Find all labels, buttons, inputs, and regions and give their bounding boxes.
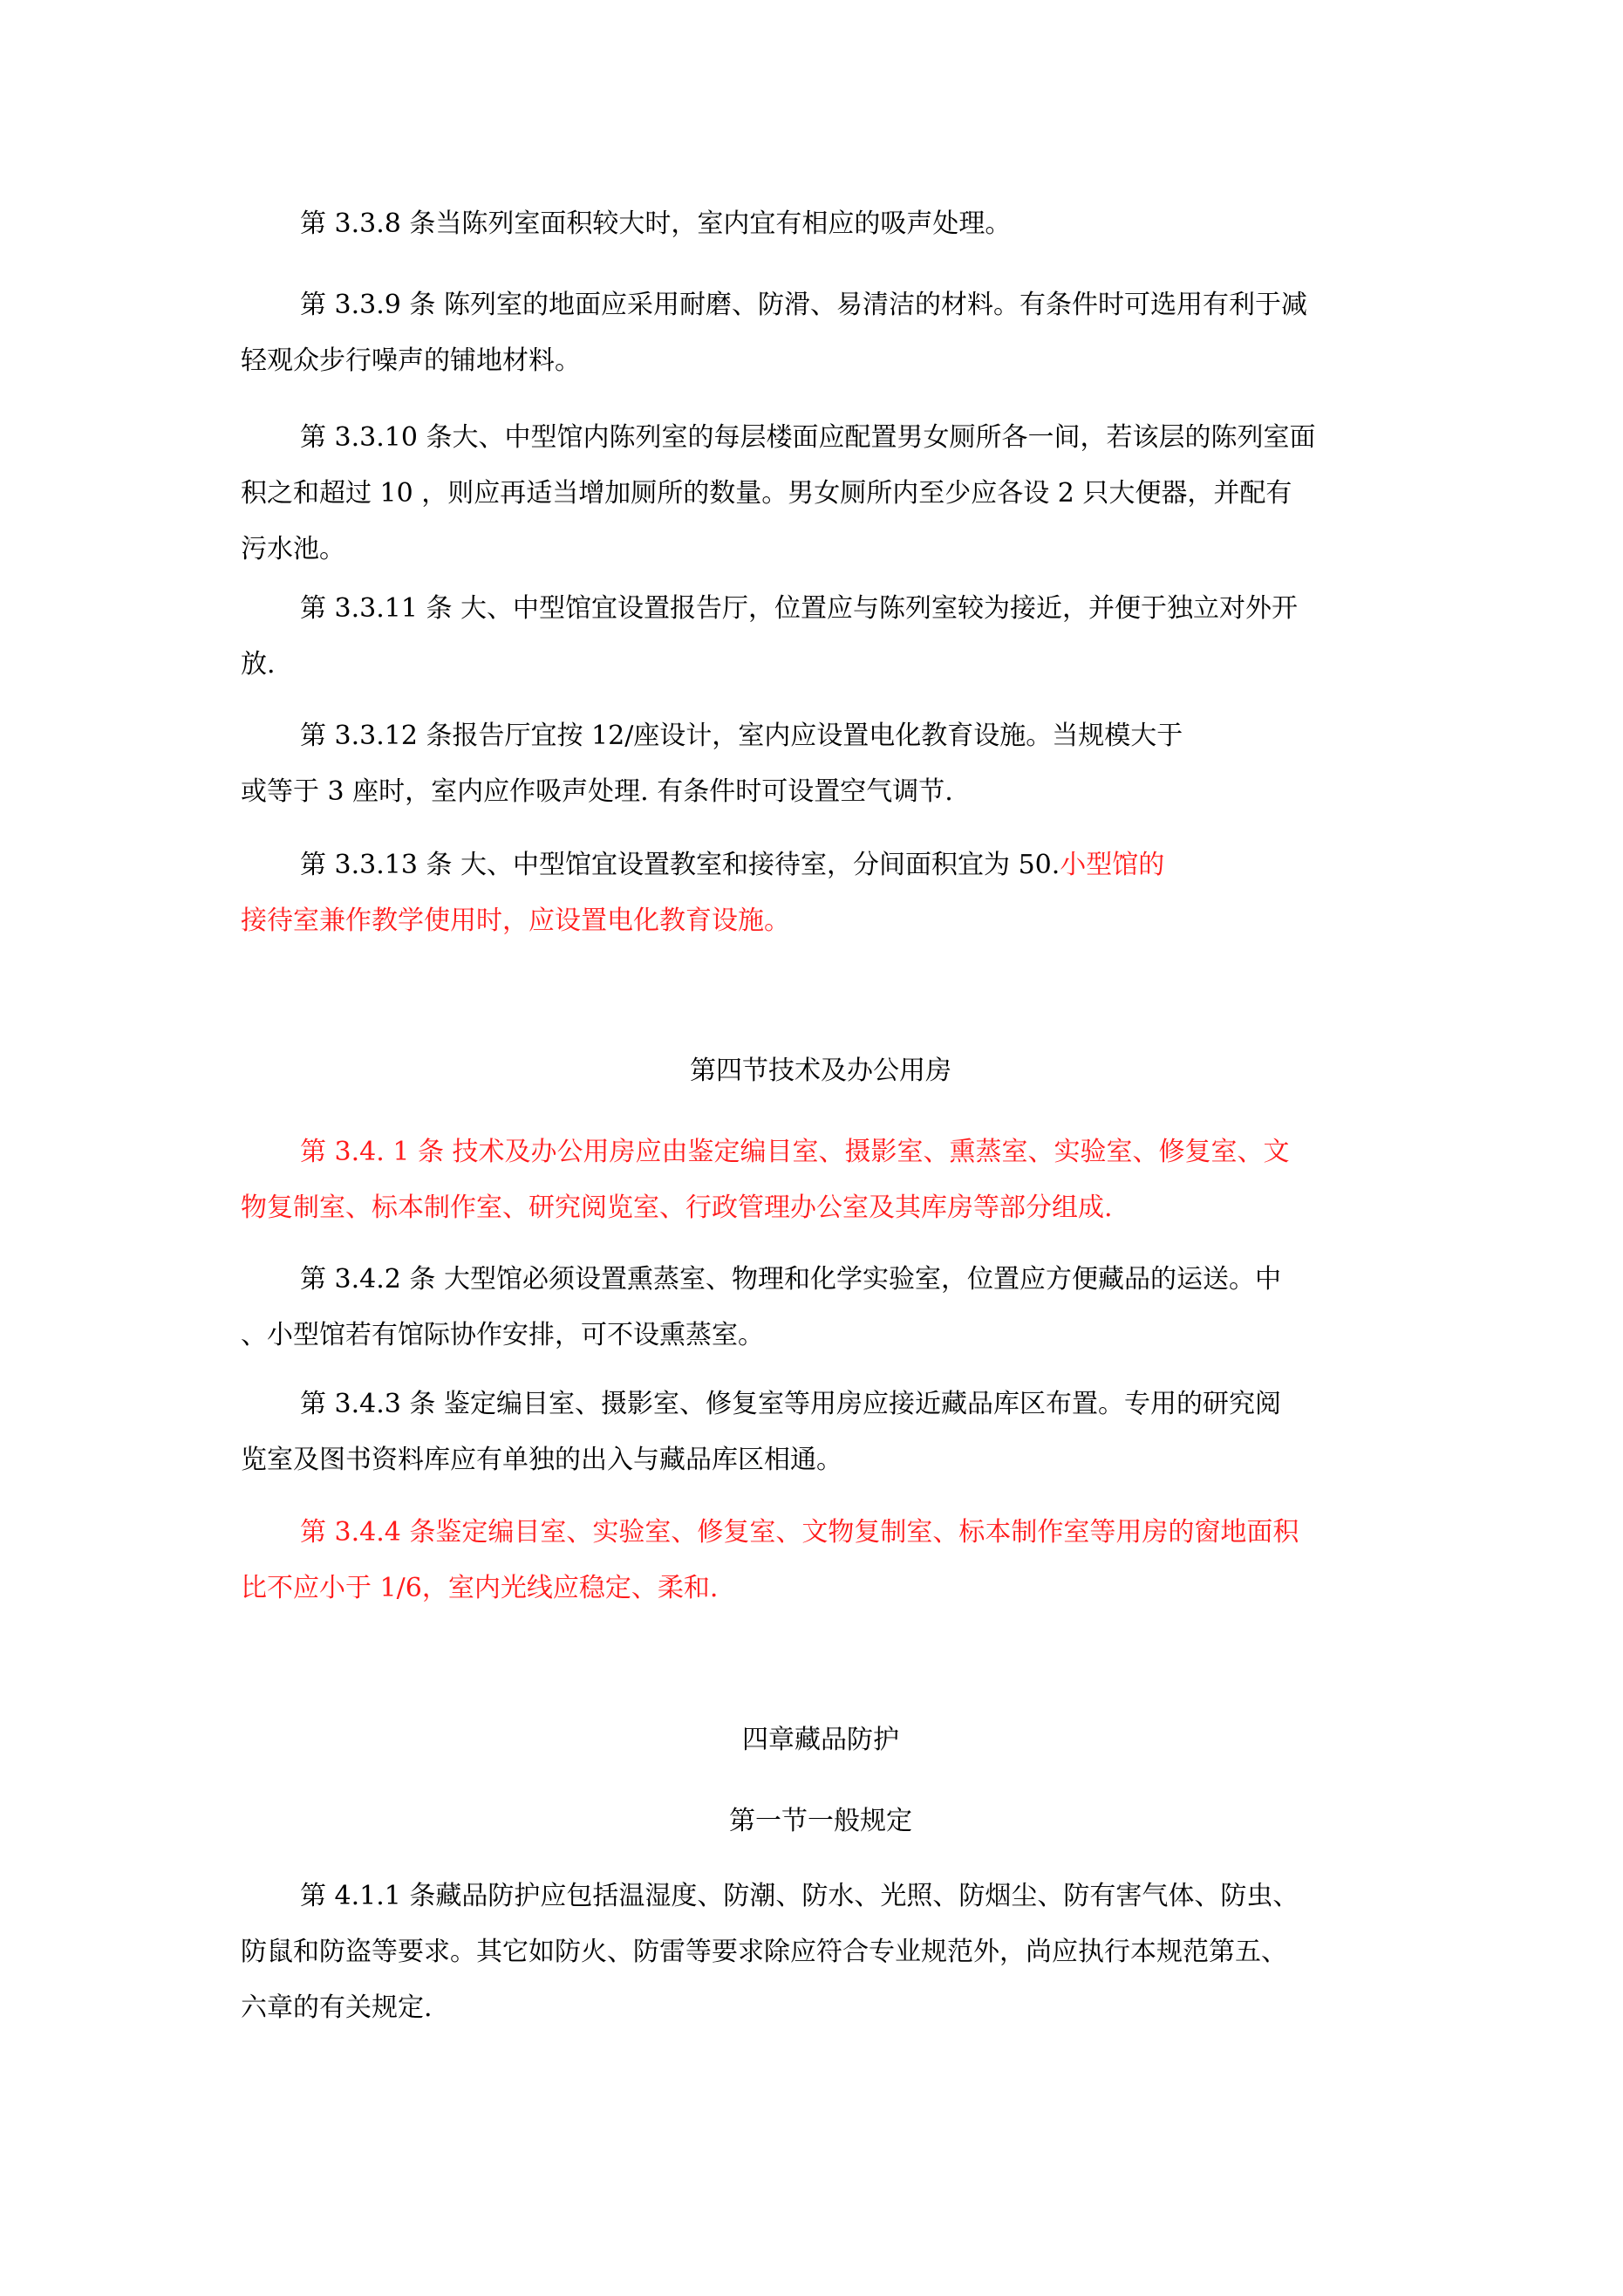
- clause-line: 防鼠和防盗等要求。其它如防火、防雷等要求除应符合专业规范外，尚应执行本规范第五、: [241, 1937, 1287, 1967]
- clause-3-4-2: [241, 1252, 1401, 1363]
- clause-line: 第 3.4.3 条 鉴定编目室、摄影室、修复室等用房应接近藏品库区布置。专用的研究阅: [300, 1389, 1281, 1419]
- clause-line: 轻观众步行噪声的铺地材料。: [241, 345, 581, 376]
- section-heading: 第四节技术及办公用房: [690, 1056, 951, 1086]
- clause-line: 第 3.4.2 条 大型馆必须设置熏蒸室、物理和化学实验室，位置应方便藏品的运送。中: [300, 1264, 1281, 1295]
- clause-text: 第 3.3.13 条 大、中型馆宜设置教室和接待室，分间面积宜为 50.: [300, 850, 1060, 880]
- highlighted-text: 接待室兼作教学使用时，应设置电化教育设施。: [241, 905, 790, 936]
- clause-line: 第 3.3.11 条 大、中型馆宜设置报告厅，位置应与陈列室较为接近，并便于独立对外开: [300, 593, 1299, 624]
- highlighted-text: 第 3.4.4 条鉴定编目室、实验室、修复室、文物复制室、标本制作室等用房的窗地面积: [300, 1517, 1299, 1548]
- clause-3-3-8: [241, 196, 1401, 252]
- clause-line: 污水池。: [241, 534, 345, 564]
- section-heading: 第一节一般规定: [729, 1806, 912, 1836]
- clause-line: 第 3.3.9 条 陈列室的地面应采用耐磨、防滑、易清洁的材料。有条件时可选用有利于减: [300, 290, 1307, 320]
- highlighted-text: 小型馆的: [1060, 850, 1165, 880]
- clause-line: 积之和超过 10 ，则应再适当增加厕所的数量。男女厕所内至少应各设 2 只大便器，并配有: [241, 478, 1292, 509]
- clause-line: 、小型馆若有馆际协作安排，可不设熏蒸室。: [241, 1320, 764, 1350]
- clause-line: 或等于 3 座时，室内应作吸声处理. 有条件时可设置空气调节.: [241, 776, 953, 807]
- clause-line: 第 3.3.8 条当陈列室面积较大时，室内宜有相应的吸声处理。: [300, 208, 1012, 239]
- clause-line: 放.: [241, 649, 276, 680]
- highlighted-text: 比不应小于 1/6，室内光线应稳定、柔和.: [241, 1573, 719, 1603]
- highlighted-text: 第 3.4. 1 条 技术及办公用房应由鉴定编目室、摄影室、熏蒸室、实验室、修复室、文: [300, 1137, 1290, 1167]
- clause-line: [241, 837, 1401, 893]
- clause-3-3-10: [241, 410, 1401, 577]
- clause-3-4-1: [241, 1124, 1401, 1236]
- clause-3-3-13: [241, 837, 1401, 949]
- clause-3-4-4: [241, 1505, 1401, 1616]
- clause-4-1-1: [241, 1869, 1401, 2036]
- clause-line: 第 3.3.10 条大、中型馆内陈列室的每层楼面应配置男女厕所各一间，若该层的陈列室面: [300, 422, 1316, 453]
- clause-line: 六章的有关规定.: [241, 1992, 433, 2023]
- clause-3-3-12: [241, 708, 1401, 820]
- clause-line: 览室及图书资料库应有单独的出入与藏品库区相通。: [241, 1445, 842, 1475]
- clause-line: 第 4.1.1 条藏品防护应包括温湿度、防潮、防水、光照、防烟尘、防有害气体、防虫、: [300, 1881, 1299, 1911]
- clause-3-3-11: [241, 581, 1401, 693]
- clause-3-3-9: [241, 277, 1401, 389]
- chapter-heading: 四章藏品防护: [742, 1725, 899, 1755]
- clause-line: 第 3.3.12 条报告厅宜按 12/座设计，室内应设置电化教育设施。当规模大于: [300, 721, 1183, 751]
- clause-3-4-3: [241, 1377, 1401, 1488]
- highlighted-text: 物复制室、标本制作室、研究阅览室、行政管理办公室及其库房等部分组成.: [241, 1192, 1113, 1223]
